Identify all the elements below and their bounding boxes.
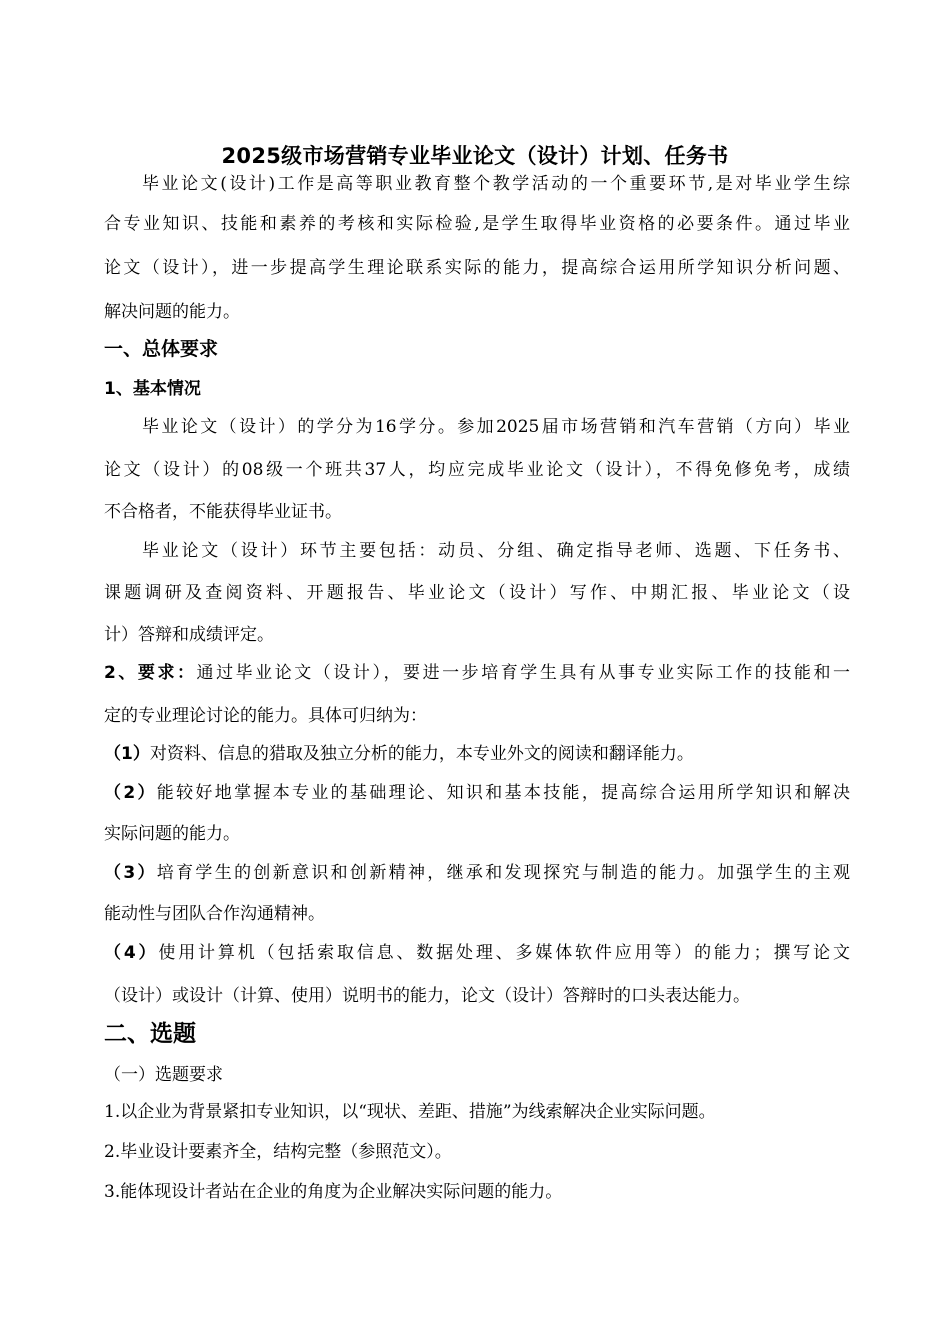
basic-para2-line-1: 毕业论文（设计）环节主要包括：动员、分组、确定指导老师、选题、下任务书、	[142, 541, 850, 561]
document-title: 2025级市场营销专业毕业论文（设计）计划、任务书	[221, 144, 729, 168]
requirement-item-4	[104, 941, 850, 965]
topic-subheading: （一）选题要求	[104, 1065, 223, 1085]
requirement-item-2-text: 能较好地掌握本专业的基础理论、知识和基本技能，提高综合运用所学知识和解决	[156, 783, 850, 803]
requirement-item-1	[104, 742, 850, 766]
intro-line-2: 合专业知识、技能和素养的考核和实际检验,是学生取得毕业资格的必要条件。通过毕业	[104, 214, 850, 234]
requirement-item-1-num: （1）	[104, 744, 150, 764]
intro-line-4: 解决问题的能力。	[104, 302, 240, 322]
requirements-line-1-text: 通过毕业论文（设计），要进一步培育学生具有从事专业实际工作的技能和一	[196, 663, 850, 683]
requirement-item-1-text: 对资料、信息的猎取及独立分析的能力，本专业外文的阅读和翻译能力。	[149, 744, 694, 764]
intro-line-3: 论文（设计），进一步提高学生理论联系实际的能力，提高综合运用所学知识分析问题、	[104, 258, 850, 278]
requirement-item-3-text: 培育学生的创新意识和创新精神，继承和发现探究与制造的能力。加强学生的主观	[156, 863, 850, 883]
basic-para2-line-2: 课题调研及查阅资料、开题报告、毕业论文（设计）写作、中期汇报、毕业论文（设	[104, 583, 850, 603]
requirement-item-4-num: （4）	[104, 943, 159, 963]
requirement-item-3	[104, 861, 850, 885]
requirement-item-3-num: （3）	[104, 863, 157, 883]
topic-item-1: 1.以企业为背景紧扣专业知识，以“现状、差距、措施”为线索解决企业实际问题。	[104, 1102, 716, 1122]
basic-para1-line-2: 论文（设计）的08级一个班共37人，均应完成毕业论文（设计），不得免修免考，成绩	[104, 460, 850, 480]
topic-item-3: 3.能体现设计者站在企业的角度为企业解决实际问题的能力。	[104, 1182, 563, 1202]
requirement-item-2-cont: 实际问题的能力。	[104, 824, 240, 844]
requirement-item-2	[104, 781, 850, 805]
requirements-line-2: 定的专业理论讨论的能力。具体可归纳为：	[104, 706, 427, 726]
requirement-item-4-text: 使用计算机（包括索取信息、数据处理、多媒体软件应用等）的能力；撰写论文	[158, 943, 850, 963]
requirements-label: 2、要求：	[104, 663, 197, 683]
requirement-item-3-cont: 能动性与团队合作沟通精神。	[104, 904, 325, 924]
requirement-item-4-cont: （设计）或设计（计算、使用）说明书的能力，论文（设计）答辩时的口头表达能力。	[104, 986, 750, 1006]
basic-para1-line-1: 毕业论文（设计）的学分为16学分。参加2025届市场营销和汽车营销（方向）毕业	[142, 417, 850, 437]
section-heading-topic: 二、选题	[104, 1021, 196, 1047]
subsection-heading-basic: 1、基本情况	[104, 379, 201, 399]
section-heading-overall: 一、总体要求	[104, 338, 219, 360]
requirement-item-2-num: （2）	[104, 783, 157, 803]
requirements-line-1	[104, 661, 850, 685]
basic-para1-line-3: 不合格者，不能获得毕业证书。	[104, 502, 342, 522]
topic-item-2: 2.毕业设计要素齐全，结构完整（参照范文）。	[104, 1142, 452, 1162]
intro-line-1: 毕业论文(设计)工作是高等职业教育整个教学活动的一个重要环节,是对毕业学生综	[142, 174, 850, 194]
basic-para2-line-3: 计）答辩和成绩评定。	[104, 625, 274, 645]
